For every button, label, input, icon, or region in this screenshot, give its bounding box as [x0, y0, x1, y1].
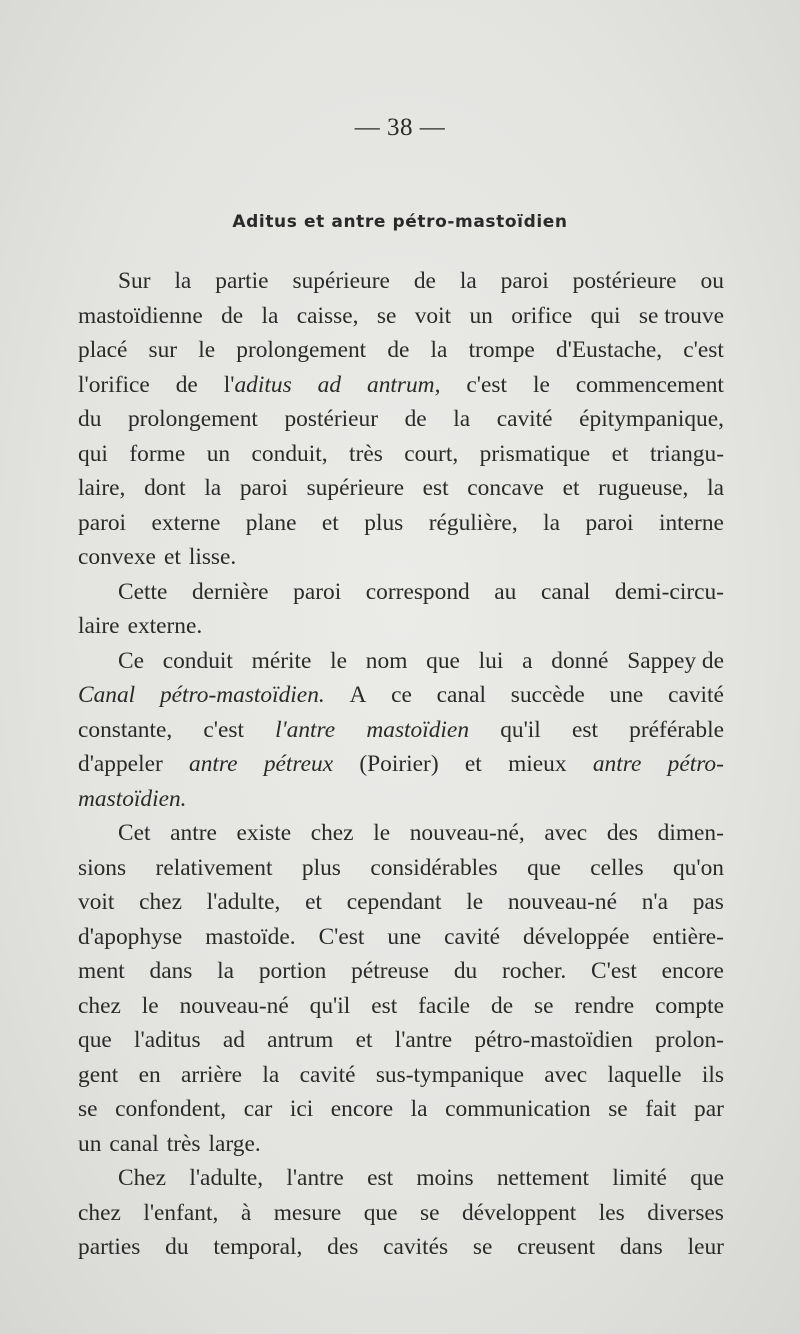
text-word: l'antre — [275, 716, 336, 743]
text-word: triangu- — [649, 440, 724, 467]
text-word: épitympanique, — [579, 406, 724, 432]
text-word: et — [163, 544, 181, 570]
text-word: concave — [467, 475, 544, 501]
text-line — [78, 678, 724, 713]
text-word: paroi — [293, 578, 342, 605]
text-word: nom — [365, 647, 408, 674]
text-word: mérite — [251, 647, 312, 674]
text-word: et — [464, 751, 482, 777]
text-word: au — [494, 578, 517, 605]
text-word: cavité — [299, 1061, 356, 1088]
text-word: le — [198, 337, 216, 363]
text-word: rugueuse, — [598, 475, 689, 501]
text-word: se — [472, 1234, 493, 1260]
text-word: leur — [687, 1234, 724, 1260]
text-word: préférable — [629, 716, 724, 743]
text-word: nettement — [496, 1165, 590, 1191]
text-word: prolon- — [655, 1027, 724, 1053]
text-word: que — [78, 1027, 112, 1053]
text-word: un — [206, 440, 231, 467]
text-word: succède — [510, 682, 585, 708]
text-word: nouveau-né — [507, 889, 617, 915]
text-word: antre — [189, 751, 238, 777]
text-word: l'enfant, — [143, 1199, 219, 1226]
text-line — [78, 644, 724, 679]
text-word: se — [376, 302, 397, 329]
text-word: et — [611, 440, 629, 467]
text-word: temporal, — [213, 1234, 303, 1260]
text-word: commencement — [575, 371, 724, 398]
text-line — [78, 471, 724, 506]
text-word: l'aditus — [134, 1027, 201, 1053]
text-word: un — [78, 1130, 102, 1157]
text-word: de — [175, 371, 198, 398]
text-word: n'a — [641, 889, 668, 915]
text-line — [78, 1196, 724, 1231]
text-word: chez — [78, 1199, 121, 1226]
text-word: laire — [78, 613, 120, 639]
text-word: canal — [540, 578, 591, 605]
text-line — [78, 920, 724, 955]
text-word: relativement — [155, 854, 273, 881]
text-word: Cet — [118, 820, 151, 846]
section-heading: Aditus et antre pétro-mastoïdien — [232, 212, 568, 232]
text-word: pas — [692, 889, 724, 915]
text-word: chez — [310, 820, 354, 846]
text-word: creusent — [517, 1234, 596, 1260]
text-line — [78, 264, 724, 299]
text-word: C'est — [591, 958, 637, 984]
text-word: qu'il — [309, 992, 351, 1019]
text-word: arrière — [181, 1061, 243, 1088]
text-word: se — [608, 1096, 628, 1122]
text-word: est — [422, 475, 449, 501]
text-word: l'adulte, — [189, 1165, 264, 1191]
text-word: conduit, — [251, 440, 328, 467]
text-word: cavités — [383, 1234, 449, 1260]
text-word: de — [491, 992, 514, 1019]
text-word: une — [387, 923, 422, 950]
text-word: que — [527, 854, 561, 881]
text-word: antre — [592, 751, 642, 777]
text-word: et — [305, 889, 322, 915]
text-word: c'est — [203, 716, 244, 743]
text-word: celles — [590, 854, 644, 881]
text-word: c'est — [683, 337, 724, 363]
text-word: la — [262, 1061, 280, 1088]
text-word: externe. — [127, 613, 203, 639]
text-line — [78, 368, 724, 403]
text-word: l'orifice — [78, 371, 150, 398]
text-line — [78, 1023, 724, 1058]
text-word: existe — [236, 820, 292, 846]
text-line — [78, 1230, 724, 1265]
text-word: en — [138, 1061, 161, 1088]
text-word: conduit — [162, 647, 233, 674]
text-word: Sappey de — [627, 647, 724, 674]
text-word: antrum — [267, 1027, 334, 1053]
text-word: du — [78, 406, 102, 432]
text-word: pétro- — [667, 751, 724, 777]
text-word: ce — [391, 682, 412, 708]
text-line — [78, 575, 724, 610]
text-word: de — [413, 268, 436, 294]
text-word: l'antre — [394, 1027, 453, 1053]
text-word: interne — [658, 509, 724, 536]
text-word: placé — [78, 337, 128, 363]
text-word: chez — [139, 889, 182, 915]
text-line — [78, 1161, 724, 1196]
text-word: ou — [700, 268, 724, 294]
text-word: qu'il — [500, 716, 541, 743]
text-line — [78, 437, 724, 472]
text-word: a — [522, 647, 533, 674]
text-word: dans — [149, 958, 193, 984]
text-word: prolongement — [127, 406, 258, 432]
text-word: plus — [364, 509, 404, 536]
text-word: gent — [78, 1061, 119, 1088]
text-line — [78, 1058, 724, 1093]
text-word: caisse, — [296, 302, 359, 329]
text-word: que — [363, 1199, 398, 1226]
text-word: compte — [655, 992, 724, 1019]
text-word: très — [349, 440, 383, 467]
text-word: forme — [129, 440, 186, 467]
text-word: que — [690, 1165, 724, 1191]
text-word: parties — [78, 1234, 141, 1260]
text-word: diverses — [647, 1199, 724, 1226]
text-word: que — [426, 647, 460, 674]
text-word: la — [261, 302, 279, 329]
text-word: canal — [109, 1130, 159, 1157]
text-word: Ce — [118, 647, 144, 674]
text-word: canal — [436, 682, 486, 708]
text-word: l'adulte, — [206, 889, 281, 915]
text-word: pétreux — [263, 751, 334, 777]
text-word: et — [321, 509, 339, 536]
text-word: dont — [144, 475, 186, 501]
text-line — [78, 1127, 724, 1162]
text-line — [78, 816, 724, 851]
text-word: supérieure — [292, 268, 390, 294]
text-word: communication — [445, 1096, 591, 1122]
text-word: d'Eustache, — [555, 337, 663, 363]
text-word: confondent, — [115, 1096, 227, 1122]
text-word: pétreuse — [351, 958, 430, 984]
text-word: très — [166, 1130, 201, 1157]
text-word: les — [598, 1199, 625, 1226]
text-word: trompe — [468, 337, 535, 363]
text-word: facile — [418, 992, 471, 1019]
text-word: paroi — [239, 475, 288, 501]
text-word: fait — [645, 1096, 677, 1122]
text-word: d'apophyse — [78, 923, 183, 950]
text-line — [78, 713, 724, 748]
text-word: du — [165, 1234, 189, 1260]
text-word: constante, — [78, 716, 173, 743]
text-word: donné — [551, 647, 609, 674]
text-word: d'appeler — [78, 751, 163, 777]
text-word: cavité — [444, 923, 500, 950]
text-word: convexe — [78, 544, 156, 570]
text-word: portion — [258, 958, 327, 984]
text-word: avec — [544, 1061, 588, 1088]
body-text — [78, 264, 724, 1265]
text-word: cavité — [496, 406, 553, 432]
text-word: cependant — [346, 889, 442, 915]
text-word: cavité — [668, 682, 724, 708]
text-word: de — [404, 406, 427, 432]
text-word: le — [330, 647, 348, 674]
text-word: externe — [151, 509, 221, 536]
text-word: dernière — [191, 578, 269, 605]
text-word: avec — [544, 820, 588, 846]
text-word: Cette — [118, 578, 168, 605]
text-word: est — [371, 992, 398, 1019]
text-word: lui — [478, 647, 504, 674]
text-word: la — [543, 509, 561, 536]
text-word: ad — [317, 371, 342, 398]
text-word: la — [707, 475, 724, 501]
text-word: sur — [148, 337, 178, 363]
text-line — [78, 506, 724, 541]
text-word: (Poirier) — [359, 751, 439, 777]
text-word: une — [609, 682, 644, 708]
text-word: des — [327, 1234, 359, 1260]
text-line — [78, 954, 724, 989]
text-word: la — [453, 406, 471, 432]
text-word: aditus — [234, 371, 292, 398]
text-word: à — [240, 1199, 252, 1226]
text-word: court, — [404, 440, 459, 467]
text-word-group — [224, 368, 292, 403]
text-word: Chez — [118, 1165, 167, 1191]
page-number: — 38 — — [354, 114, 446, 141]
text-word: des — [606, 820, 639, 846]
text-word: la — [174, 268, 192, 294]
text-word: orifice — [511, 302, 573, 329]
text-line — [78, 402, 724, 437]
text-word: et — [355, 1027, 373, 1053]
text-word: régulière, — [428, 509, 518, 536]
text-line — [78, 851, 724, 886]
text-word: pétro-mastoïdien — [474, 1027, 633, 1053]
text-line — [78, 540, 724, 575]
text-word: encore — [661, 958, 724, 984]
text-word: ils — [701, 1061, 724, 1088]
text-line — [78, 333, 724, 368]
text-word: se trouve — [638, 302, 724, 329]
text-word: ment — [78, 958, 125, 984]
text-word: nouveau-né, — [409, 820, 525, 846]
text-word: rocher. — [501, 958, 567, 984]
text-word: mieux — [508, 751, 567, 777]
text-line — [78, 299, 724, 334]
text-word: le — [466, 889, 484, 915]
text-word: se — [534, 992, 554, 1019]
text-word: chez — [78, 992, 121, 1019]
text-word: voit — [414, 302, 452, 329]
text-word: C'est — [318, 923, 365, 950]
text-word: plus — [301, 854, 341, 881]
text-word: antre — [170, 820, 217, 846]
text-word: large. — [208, 1130, 261, 1157]
text-line — [78, 609, 724, 644]
text-line — [78, 782, 724, 817]
text-word: un — [469, 302, 493, 329]
text-line — [78, 1092, 724, 1127]
text-word: A — [349, 682, 367, 708]
text-word: sions — [78, 854, 127, 881]
text-word: postérieur — [284, 406, 378, 432]
text-word: mastoïdienne — [78, 302, 203, 329]
text-word: l'antre — [286, 1165, 344, 1191]
text-word: c'est — [466, 371, 507, 398]
text-line — [78, 989, 724, 1024]
text-word: mastoïdien. — [78, 785, 187, 812]
text-word: rendre — [574, 992, 635, 1019]
text-word: paroi — [585, 509, 634, 536]
text-word: Canal — [78, 682, 136, 708]
text-word: paroi — [78, 509, 127, 536]
text-word: postérieure — [572, 268, 677, 294]
text-word: prolongement — [236, 337, 367, 363]
text-word: la — [217, 958, 235, 984]
text-word: nouveau-né — [179, 992, 289, 1019]
text-word: voit — [78, 889, 115, 915]
text-word: Sur — [118, 268, 151, 294]
text-word: par — [694, 1096, 724, 1122]
text-word: encore — [330, 1096, 394, 1122]
text-word: laquelle — [607, 1061, 682, 1088]
text-word: le — [373, 820, 391, 846]
text-word: laire, — [78, 475, 126, 501]
text-word: qui — [78, 440, 108, 467]
text-word: mastoïdien — [366, 716, 470, 743]
text-word: demi-circu- — [614, 578, 724, 605]
text-word: sus-tympanique — [375, 1061, 524, 1088]
text-word: de — [387, 337, 410, 363]
text-word: correspond — [365, 578, 470, 605]
text-word: dimen- — [657, 820, 724, 846]
text-word: dans — [619, 1234, 663, 1260]
text-word: la — [410, 1096, 428, 1122]
text-word: le — [141, 992, 159, 1019]
text-word: car — [243, 1096, 273, 1122]
text-word: mastoïde. — [205, 923, 296, 950]
text-word: prismatique — [479, 440, 591, 467]
text-word: pétro-mastoïdien. — [159, 682, 325, 708]
text-word: la — [430, 337, 448, 363]
text-word: considérables — [370, 854, 498, 881]
text-word: partie — [215, 268, 269, 294]
text-word: lisse. — [188, 544, 237, 570]
text-word: entière- — [652, 923, 724, 950]
text-word: supérieure — [306, 475, 404, 501]
text-word: est — [367, 1165, 394, 1191]
text-word: qui — [590, 302, 621, 329]
text-word: la — [459, 268, 477, 294]
text-word: se — [420, 1199, 440, 1226]
text-word: ici — [289, 1096, 314, 1122]
text-word: mesure — [273, 1199, 342, 1226]
text-word: développent — [461, 1199, 577, 1226]
text-word: paroi — [500, 268, 549, 294]
text-word: la — [204, 475, 222, 501]
text-word: se — [78, 1096, 98, 1122]
text-word: et — [562, 475, 580, 501]
text-word: l' — [223, 371, 235, 398]
text-word: plane — [245, 509, 297, 536]
text-word: est — [572, 716, 598, 743]
text-word: ad — [222, 1027, 245, 1053]
text-word: de — [221, 302, 244, 329]
text-word: qu'on — [672, 854, 724, 881]
text-word: du — [453, 958, 478, 984]
text-word: limité — [612, 1165, 667, 1191]
text-line — [78, 747, 724, 782]
text-word: moins — [416, 1165, 474, 1191]
text-word: développée — [523, 923, 630, 950]
text-word: antrum, — [367, 371, 441, 398]
text-word: le — [532, 371, 550, 398]
text-line — [78, 885, 724, 920]
